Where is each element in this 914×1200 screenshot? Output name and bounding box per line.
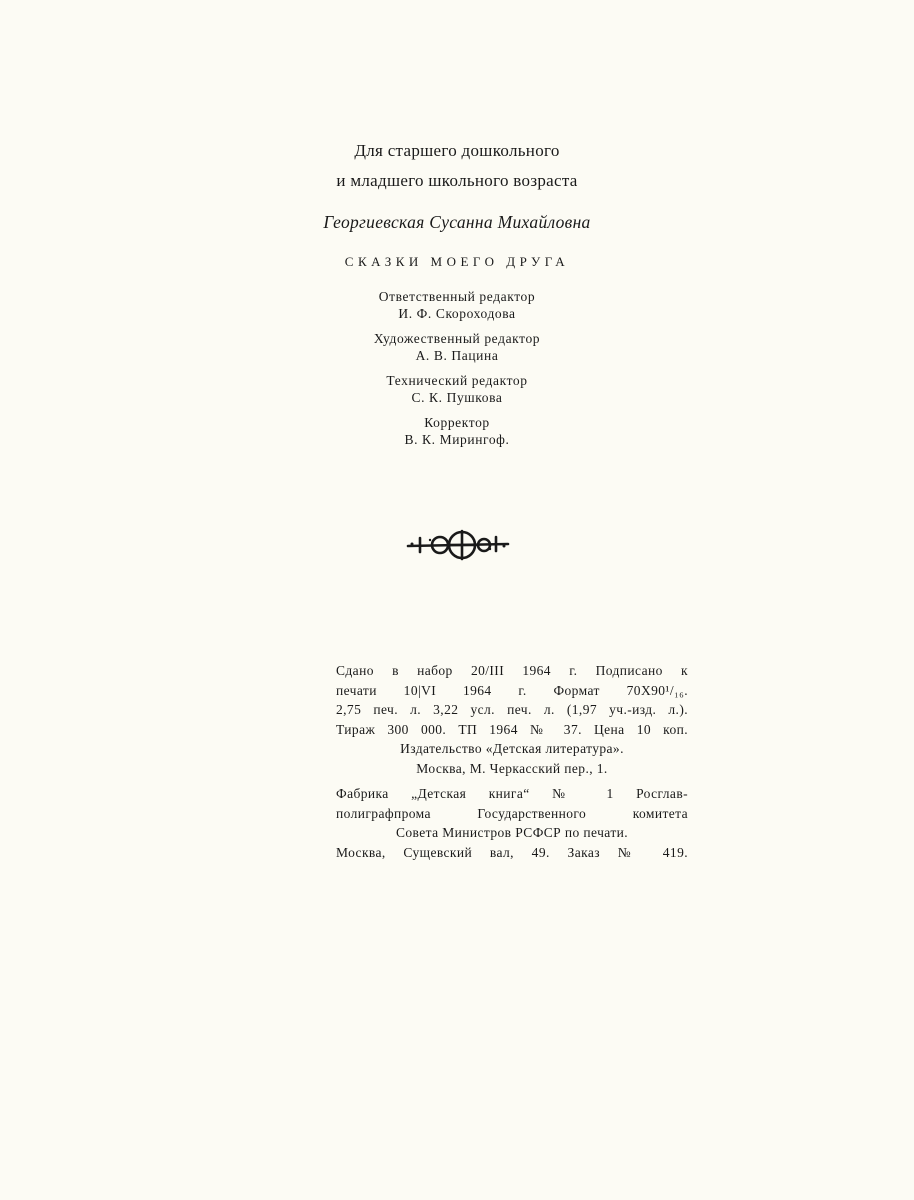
- credits-list: [257, 288, 657, 456]
- imprint-line: полиграфпрома Государственного комитета: [336, 805, 688, 821]
- credit-editor: [257, 288, 657, 322]
- imprint-publication-details: [336, 661, 688, 778]
- credit-person: И. Ф. Скороходова: [398, 306, 516, 321]
- imprint-line: 2,75 печ. л. 3,22 усл. печ. л. (1,97 уч.-изд. л.).: [336, 702, 688, 717]
- credit-role: Ответственный редактор: [378, 289, 536, 304]
- imprint-line: Совета Министров РСФСР по печати.: [395, 825, 629, 840]
- audience-line-1: Для старшего дошкольного: [354, 141, 560, 160]
- imprint-line: Москва, М. Черкасский пер., 1.: [416, 760, 608, 776]
- imprint-line: Издательство «Детская литература».: [400, 741, 624, 756]
- credit-proofreader: [257, 414, 657, 448]
- imprint-factory-details: [336, 784, 688, 862]
- imprint-line: Фабрика „Детская книга“ № 1 Росглав-: [336, 786, 688, 801]
- credit-art-editor: [257, 330, 657, 364]
- credit-role: Технический редактор: [386, 373, 528, 388]
- credit-technical-editor: [257, 372, 657, 406]
- audience-note: [257, 136, 657, 196]
- credit-role: Художественный редактор: [373, 331, 541, 346]
- audience-line-2: и младшего школьного возраста: [336, 171, 578, 190]
- decorative-ornament-icon: [406, 528, 510, 562]
- credit-person: А. В. Пацина: [415, 348, 499, 363]
- credit-person: С. К. Пушкова: [411, 390, 503, 405]
- imprint-line: Москва, Сущевский вал, 49. Заказ № 419.: [336, 844, 688, 860]
- book-title: СКАЗКИ МОЕГО ДРУГА: [344, 254, 570, 269]
- credit-person: В. К. Мирингоф.: [404, 432, 510, 447]
- credit-role: Корректор: [424, 415, 490, 430]
- author-name: Георгиевская Сусанна Михайловна: [323, 212, 591, 232]
- imprint-line: Тираж 300 000. ТП 1964 № 37. Цена 10 коп.: [336, 721, 688, 737]
- imprint-line: Сдано в набор 20/III 1964 г. Подписано к: [336, 663, 688, 678]
- imprint-line: печати 10|VI 1964 г. Формат 70X90¹/₁₆.: [336, 682, 688, 698]
